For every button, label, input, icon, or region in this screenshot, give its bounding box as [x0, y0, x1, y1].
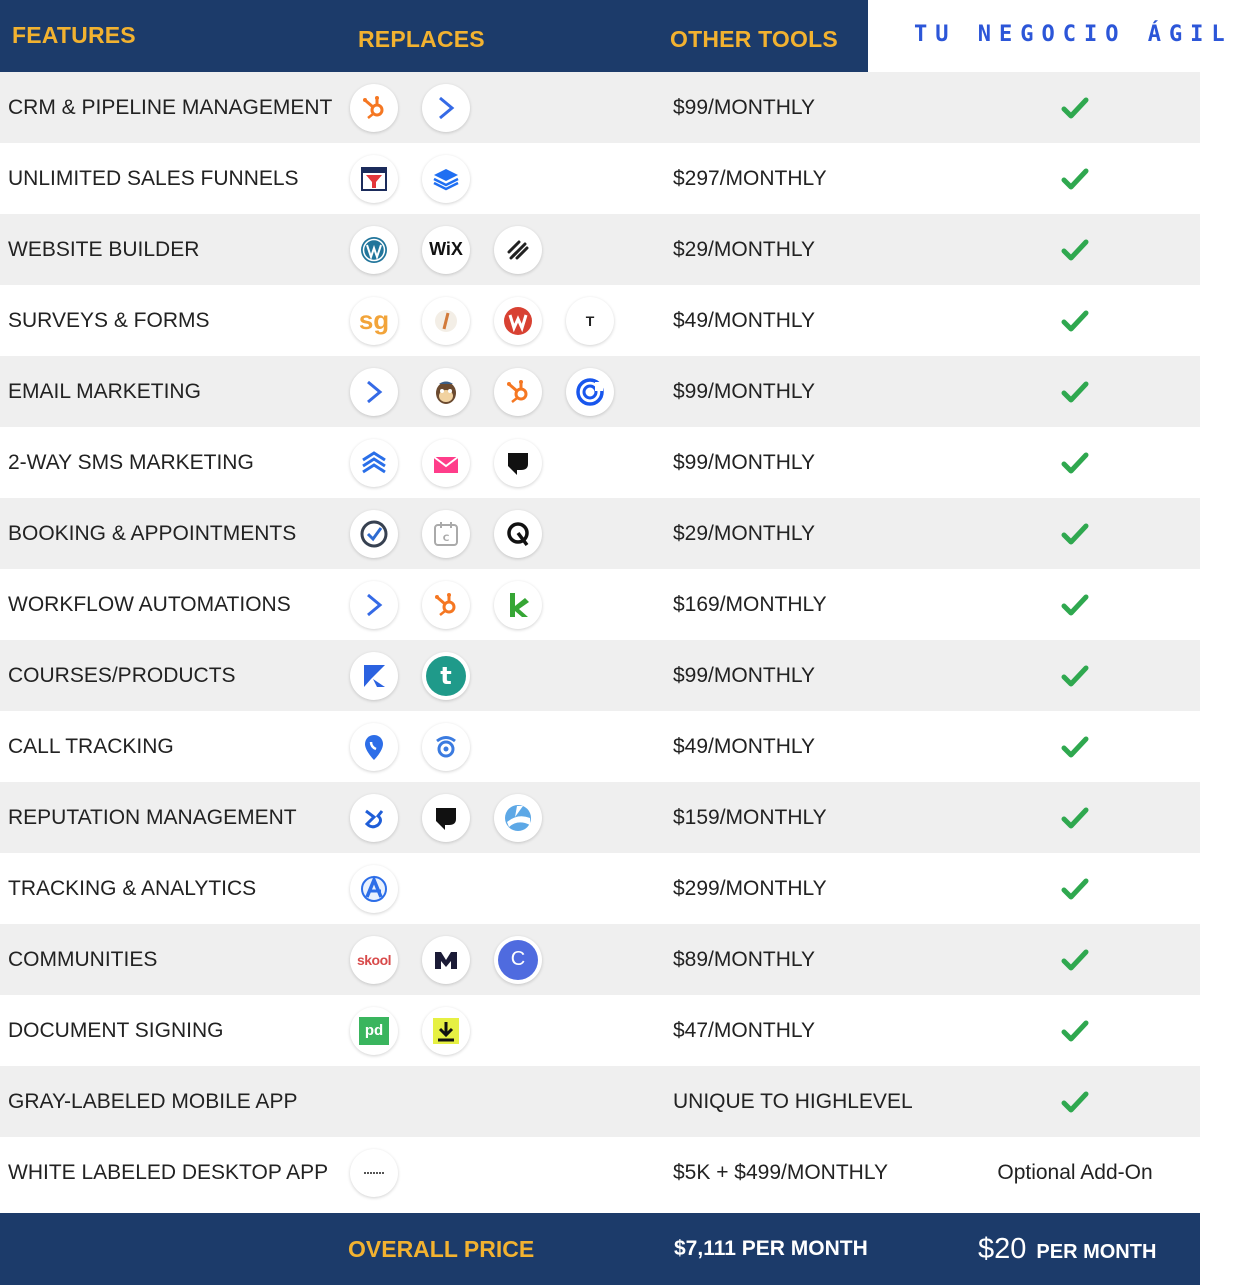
replaces-column-header: REPLACES	[358, 26, 485, 52]
wix-icon: WiX	[422, 226, 470, 274]
check-icon	[960, 427, 1190, 498]
feature-name: REPUTATION MANAGEMENT	[8, 805, 297, 829]
wufoo-icon	[422, 297, 470, 345]
other-tools-price: $299/MONTHLY	[673, 876, 827, 900]
feature-name: BOOKING & APPOINTMENTS	[8, 521, 297, 545]
other-tools-price: $169/MONTHLY	[673, 592, 827, 616]
check-icon	[960, 782, 1190, 853]
table-row	[0, 569, 1200, 640]
squarespace-icon	[494, 226, 542, 274]
constantcontact-icon	[566, 368, 614, 416]
check-icon	[960, 569, 1190, 640]
table-row	[0, 498, 1200, 569]
desktop-app-icon	[350, 1149, 398, 1197]
wordpress-icon	[350, 226, 398, 274]
table-row	[0, 1066, 1200, 1137]
clickfunnels-icon	[350, 155, 398, 203]
mailchimp-icon	[422, 368, 470, 416]
svg-text:C: C	[442, 533, 450, 544]
birdeye-icon	[350, 794, 398, 842]
table-row	[0, 285, 1200, 356]
replaced-tools	[350, 569, 542, 640]
check-icon	[960, 143, 1190, 214]
check-icon	[960, 498, 1190, 569]
other-tools-total: $7,111 PER MONTH	[674, 1237, 868, 1260]
typeform-icon: T	[566, 297, 614, 345]
table-row	[0, 711, 1200, 782]
check-icon	[960, 924, 1190, 995]
other-tools-price: $5K + $499/MONTHLY	[673, 1160, 888, 1184]
check-icon	[960, 356, 1190, 427]
other-tools-price: $159/MONTHLY	[673, 805, 827, 829]
textline-icon	[350, 439, 398, 487]
activecampaign-icon	[350, 368, 398, 416]
callrail-icon	[350, 723, 398, 771]
hubspot-icon	[422, 581, 470, 629]
other-tools-price: $49/MONTHLY	[673, 734, 815, 758]
pandadoc-icon: pd	[350, 1007, 398, 1055]
brand-column-header: TU NEGOCIO ÁGIL	[914, 22, 1233, 47]
our-offer-note: Optional Add-On	[997, 1160, 1153, 1184]
activecampaign-icon	[422, 84, 470, 132]
our-total-unit: PER MONTH	[1036, 1241, 1157, 1263]
feature-name: CALL TRACKING	[8, 734, 174, 758]
other-tools-price: $99/MONTHLY	[673, 95, 815, 119]
mightynetworks-icon	[422, 936, 470, 984]
check-icon	[960, 72, 1190, 143]
calendar-icon	[422, 510, 470, 558]
table-row	[0, 143, 1200, 214]
overall-price-label: OVERALL PRICE	[348, 1235, 535, 1262]
feature-name: CRM & PIPELINE MANAGEMENT	[8, 95, 333, 119]
other-tools-column-header: OTHER TOOLS	[670, 26, 838, 52]
our-total-amount: $20	[978, 1233, 1027, 1265]
other-tools-price: UNIQUE TO HIGHLEVEL	[673, 1089, 913, 1113]
teachable-icon: t	[422, 652, 470, 700]
replaced-tools	[350, 1137, 398, 1208]
replaced-tools	[350, 285, 614, 356]
feature-name: COMMUNITIES	[8, 947, 158, 971]
replaced-tools	[350, 72, 470, 143]
replaced-tools	[350, 498, 542, 569]
our-total	[978, 1213, 1156, 1285]
docusign-icon	[422, 1007, 470, 1055]
table-row	[0, 72, 1200, 143]
table-row	[0, 853, 1200, 924]
calltrackingmetrics-icon	[422, 723, 470, 771]
leadpages-icon	[422, 155, 470, 203]
other-tools-price: $29/MONTHLY	[673, 521, 815, 545]
replaced-tools	[350, 143, 470, 214]
feature-name: GRAY-LABELED MOBILE APP	[8, 1089, 298, 1113]
check-icon	[960, 995, 1190, 1066]
circle-icon: C	[494, 936, 542, 984]
table-footer	[0, 1213, 1200, 1285]
feature-name: 2-WAY SMS MARKETING	[8, 450, 254, 474]
replaced-tools	[350, 995, 470, 1066]
feature-name: UNLIMITED SALES FUNNELS	[8, 166, 299, 190]
other-tools-price: $99/MONTHLY	[673, 379, 815, 403]
podium-icon	[494, 439, 542, 487]
feature-name: COURSES/PRODUCTS	[8, 663, 236, 687]
table-row	[0, 640, 1200, 711]
hubspot-icon	[350, 84, 398, 132]
replaced-tools	[350, 782, 542, 853]
check-icon	[960, 640, 1190, 711]
table-row	[0, 924, 1200, 995]
features-column-header: FEATURES	[12, 22, 136, 48]
table-row	[0, 995, 1200, 1066]
replaced-tools	[350, 214, 542, 285]
feature-name: EMAIL MARKETING	[8, 379, 201, 403]
other-tools-price: $297/MONTHLY	[673, 166, 827, 190]
check-icon	[960, 214, 1190, 285]
check-icon	[960, 285, 1190, 356]
acuity-icon	[494, 510, 542, 558]
feature-rows	[0, 72, 1200, 1208]
table-header	[0, 0, 1233, 72]
other-tools-price: $29/MONTHLY	[673, 237, 815, 261]
simpletexting-icon	[422, 439, 470, 487]
other-tools-price: $99/MONTHLY	[673, 450, 815, 474]
activecampaign-icon	[350, 581, 398, 629]
check-icon	[960, 1066, 1190, 1137]
replaced-tools	[350, 427, 542, 498]
skool-icon: skool	[350, 936, 398, 984]
webflow-icon	[494, 297, 542, 345]
table-row	[0, 427, 1200, 498]
keap-icon	[494, 581, 542, 629]
replaced-tools	[350, 356, 614, 427]
table-row	[0, 782, 1200, 853]
podium-icon	[422, 794, 470, 842]
replaced-tools	[350, 924, 542, 995]
other-tools-price: $49/MONTHLY	[673, 308, 815, 332]
feature-name: WEBSITE BUILDER	[8, 237, 200, 261]
other-tools-price: $89/MONTHLY	[673, 947, 815, 971]
agencyanalytics-icon	[350, 865, 398, 913]
table-row	[0, 214, 1200, 285]
replaced-tools	[350, 640, 470, 711]
feature-name: WHITE LABELED DESKTOP APP	[8, 1160, 329, 1184]
replaced-tools	[350, 711, 470, 782]
check-icon	[960, 853, 1190, 924]
feature-name: TRACKING & ANALYTICS	[8, 876, 257, 900]
feature-name: DOCUMENT SIGNING	[8, 1018, 224, 1042]
table-row	[0, 1137, 1200, 1208]
reputation-icon	[494, 794, 542, 842]
other-tools-price: $47/MONTHLY	[673, 1018, 815, 1042]
hubspot-icon	[494, 368, 542, 416]
kajabi-icon	[350, 652, 398, 700]
feature-name: WORKFLOW AUTOMATIONS	[8, 592, 291, 616]
other-tools-price: $99/MONTHLY	[673, 663, 815, 687]
table-row	[0, 356, 1200, 427]
check-icon	[960, 711, 1190, 782]
surveygizmo-icon: sg	[350, 297, 398, 345]
feature-name: SURVEYS & FORMS	[8, 308, 210, 332]
calendly-icon	[350, 510, 398, 558]
replaced-tools	[350, 853, 398, 924]
